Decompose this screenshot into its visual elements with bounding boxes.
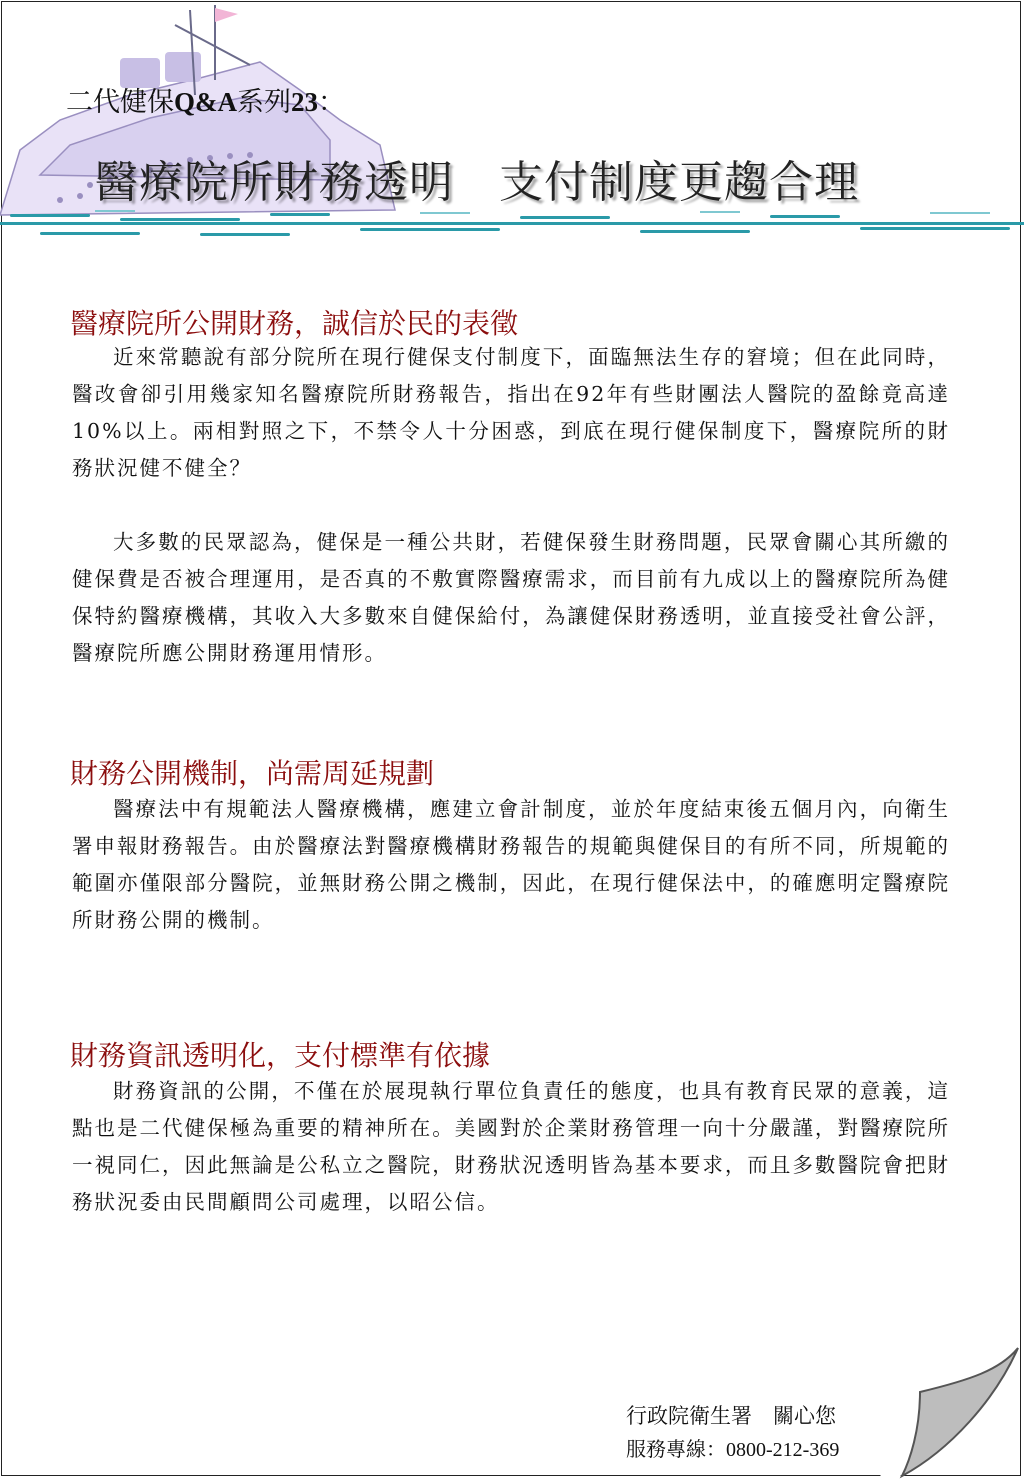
footer-hotline: 服務專線：0800-212-369 <box>626 1439 840 1461</box>
paragraph: 財務資訊的公開，不僅在於展現執行單位負責任的態度，也具有教育民眾的意義，這點也是二代健保極為重要的精神所在。美國對於企業財務管理一向十分嚴謹，對醫療院所一視同仁，因此無論是公私立之醫院，財務狀況透明皆為基本要求，而且多數醫院會把財務狀況委由民間顧問公司處理，以昭公信。 <box>72 1079 950 1214</box>
paragraph: 醫療法中有規範法人醫療機構，應建立會計制度，並於年度結束後五個月內，向衛生署申報財務報告。由於醫療法對醫療機構財務報告的規範與健保目的有所不同，所規範的範圍亦僅限部分醫院，並無財務公開之機制，因此，在現行健保法中，的確應明定醫療院所財務公開的機制。 <box>72 797 950 932</box>
page-curl-decoration <box>880 1340 1024 1479</box>
series-title: 二代健保Q&A系列23： <box>66 87 345 118</box>
paragraph: 大多數的民眾認為，健保是一種公共財，若健保發生財務問題，民眾會關心其所繳的健保費是否被合理運用，是否真的不敷實際醫療需求，而目前有九成以上的醫療院所為健保特約醫療機構，其收入大多數來自健保給付，為讓健保財務透明，並直接受社會公評，醫療院所應公開財務運用情形。 <box>72 530 950 665</box>
section-heading: 財務資訊透明化，支付標準有依據 <box>70 1039 491 1072</box>
footer-agency: 行政院衛生署 關心您 <box>626 1404 836 1428</box>
section-heading: 醫療院所公開財務，誠信於民的表徵 <box>70 307 519 340</box>
paragraph: 近來常聽說有部分院所在現行健保支付制度下，面臨無法生存的窘境；但在此同時，醫改會卻引用幾家知名醫療院所財務報告，指出在92年有些財團法人醫院的盈餘竟高達10%以上。兩相對照之下，不禁令人十分困惑，到底在現行健保制度下，醫療院所的財務狀況健不健全？ <box>72 345 950 480</box>
section-heading: 財務公開機制，尚需周延規劃 <box>70 757 435 790</box>
wave-divider <box>0 206 1024 242</box>
page-title: 醫療院所財務透明 支付制度更趨合理 <box>94 157 859 208</box>
